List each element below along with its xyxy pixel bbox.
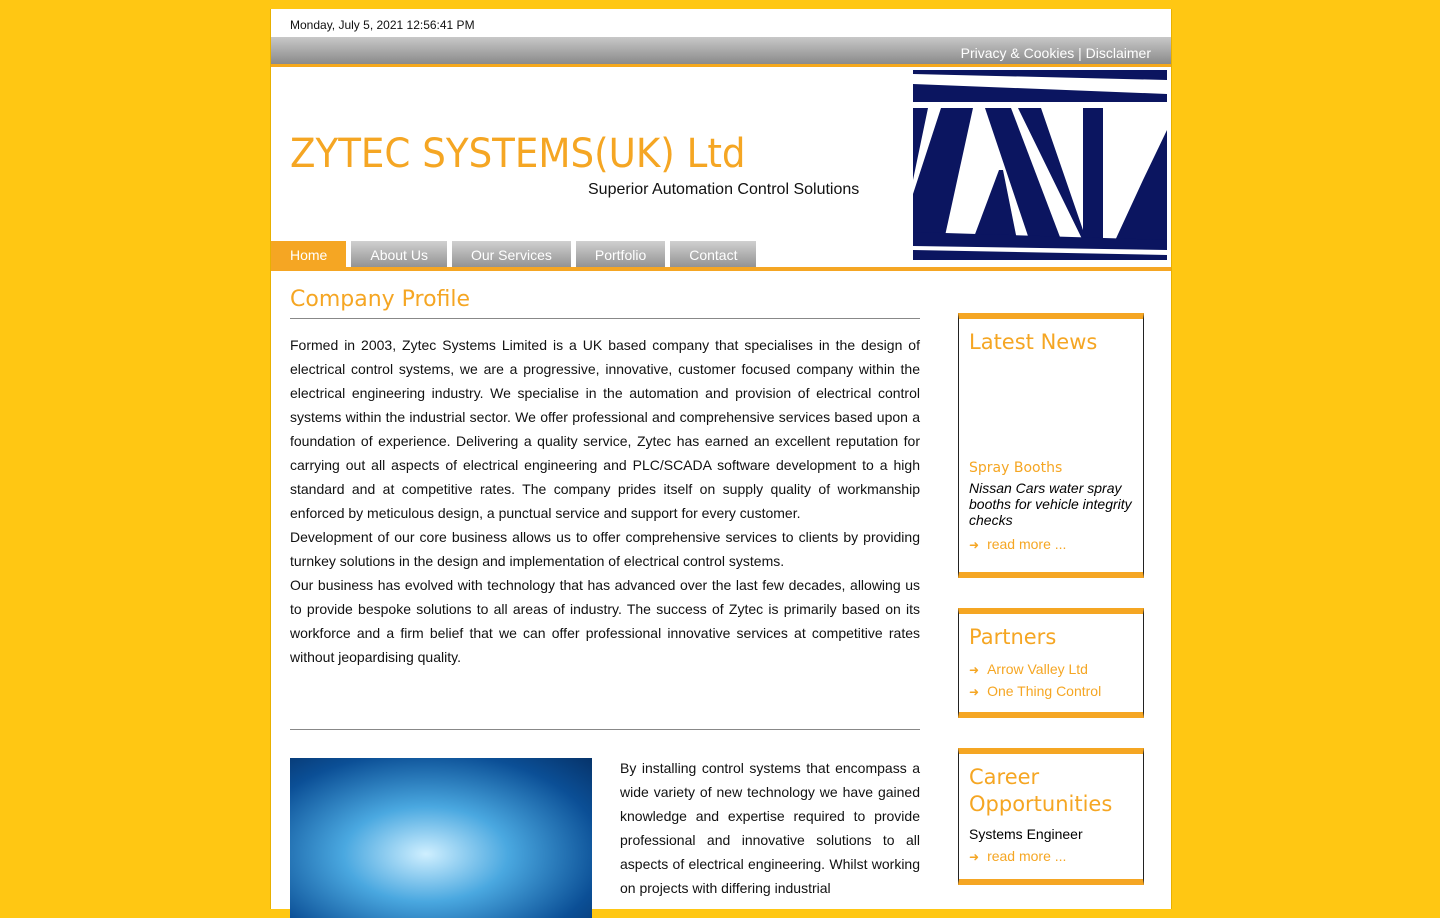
careers-box <box>958 748 1144 885</box>
arrow-right-icon: ➜ <box>969 663 980 677</box>
arrow-right-icon: ➜ <box>969 850 980 864</box>
nav-portfolio[interactable]: Portfolio <box>576 241 665 270</box>
company-logo <box>913 70 1167 260</box>
news-text: Nissan Cars water spray booths for vehicle integrity checks <box>969 480 1132 528</box>
privacy-link[interactable]: Privacy & Cookies <box>960 45 1075 61</box>
date-time: Monday, July 5, 2021 12:56:41 PM <box>290 18 475 32</box>
divider <box>290 729 920 730</box>
paragraph: Our business has evolved with technology that has advanced over the last few decades, allowing us to provide bespoke solutions to all areas of industry. The success of Zytec is primarily based on its workforce and a firm belief that we can offer professional innovative services at competitive rates without jeopardising quality. <box>290 577 920 665</box>
paragraph: By installing control systems that encompass a wide variety of new technology we have gained knowledge and expertise required to provide professional and innovative solutions to all aspects of electrical engineering. Whilst working on projects with differing industrial <box>620 760 920 896</box>
box-title: Career Opportunities <box>969 765 1113 816</box>
box-title: Partners <box>969 625 1057 649</box>
paragraph: Formed in 2003, Zytec Systems Limited is a UK based company that specialises in the design of electrical control systems, we are a progressive, innovative, customer focused company within the electrical engineering industry. We specialise in the automation and provision of electrical control systems within the industrial sector. We offer professional and comprehensive services based upon a foundation of experience. Delivering a quality service, Zytec has earned an excellent reputation for carrying out all aspects of electrical engineering and PLC/SCADA software development to a high standard and at competitive rates. The company prides itself on supply quality of workmanship enforced by meticulous design, a punctual service and support for every customer. <box>290 337 920 521</box>
top-bar <box>271 37 1171 67</box>
page-heading: Company Profile <box>290 287 920 319</box>
site-title: ZYTEC SYSTEMS(UK) Ltd <box>290 131 746 177</box>
separator: | <box>1078 45 1082 61</box>
nav-contact[interactable]: Contact <box>670 241 756 270</box>
main-nav <box>271 241 756 270</box>
partner-link[interactable]: ➜ Arrow Valley Ltd <box>969 661 1088 677</box>
page-container <box>270 9 1172 909</box>
nav-underline <box>271 267 1171 271</box>
nav-our-services[interactable]: Our Services <box>452 241 571 270</box>
box-title: Latest News <box>969 330 1098 354</box>
arrow-right-icon: ➜ <box>969 685 980 699</box>
network-image <box>290 758 592 918</box>
job-title: Systems Engineer <box>969 826 1083 842</box>
nav-about-us[interactable]: About Us <box>351 241 447 270</box>
paragraph: Development of our core business allows us to offer comprehensive services to clients by providing turnkey solutions in the design and implementation of electrical control systems. <box>290 529 920 569</box>
main-content <box>290 287 920 669</box>
partners-box <box>958 608 1144 718</box>
read-more-link[interactable]: ➜ read more ... <box>969 536 1067 552</box>
latest-news-box <box>958 313 1144 578</box>
arrow-right-icon: ➜ <box>969 538 980 552</box>
disclaimer-link[interactable]: Disclaimer <box>1085 45 1151 61</box>
nav-home[interactable]: Home <box>271 241 346 270</box>
news-title[interactable]: Spray Booths <box>969 460 1063 476</box>
partner-link[interactable]: ➜ One Thing Control <box>969 683 1102 699</box>
read-more-link[interactable]: ➜ read more ... <box>969 848 1067 864</box>
tagline: Superior Automation Control Solutions <box>588 181 860 198</box>
